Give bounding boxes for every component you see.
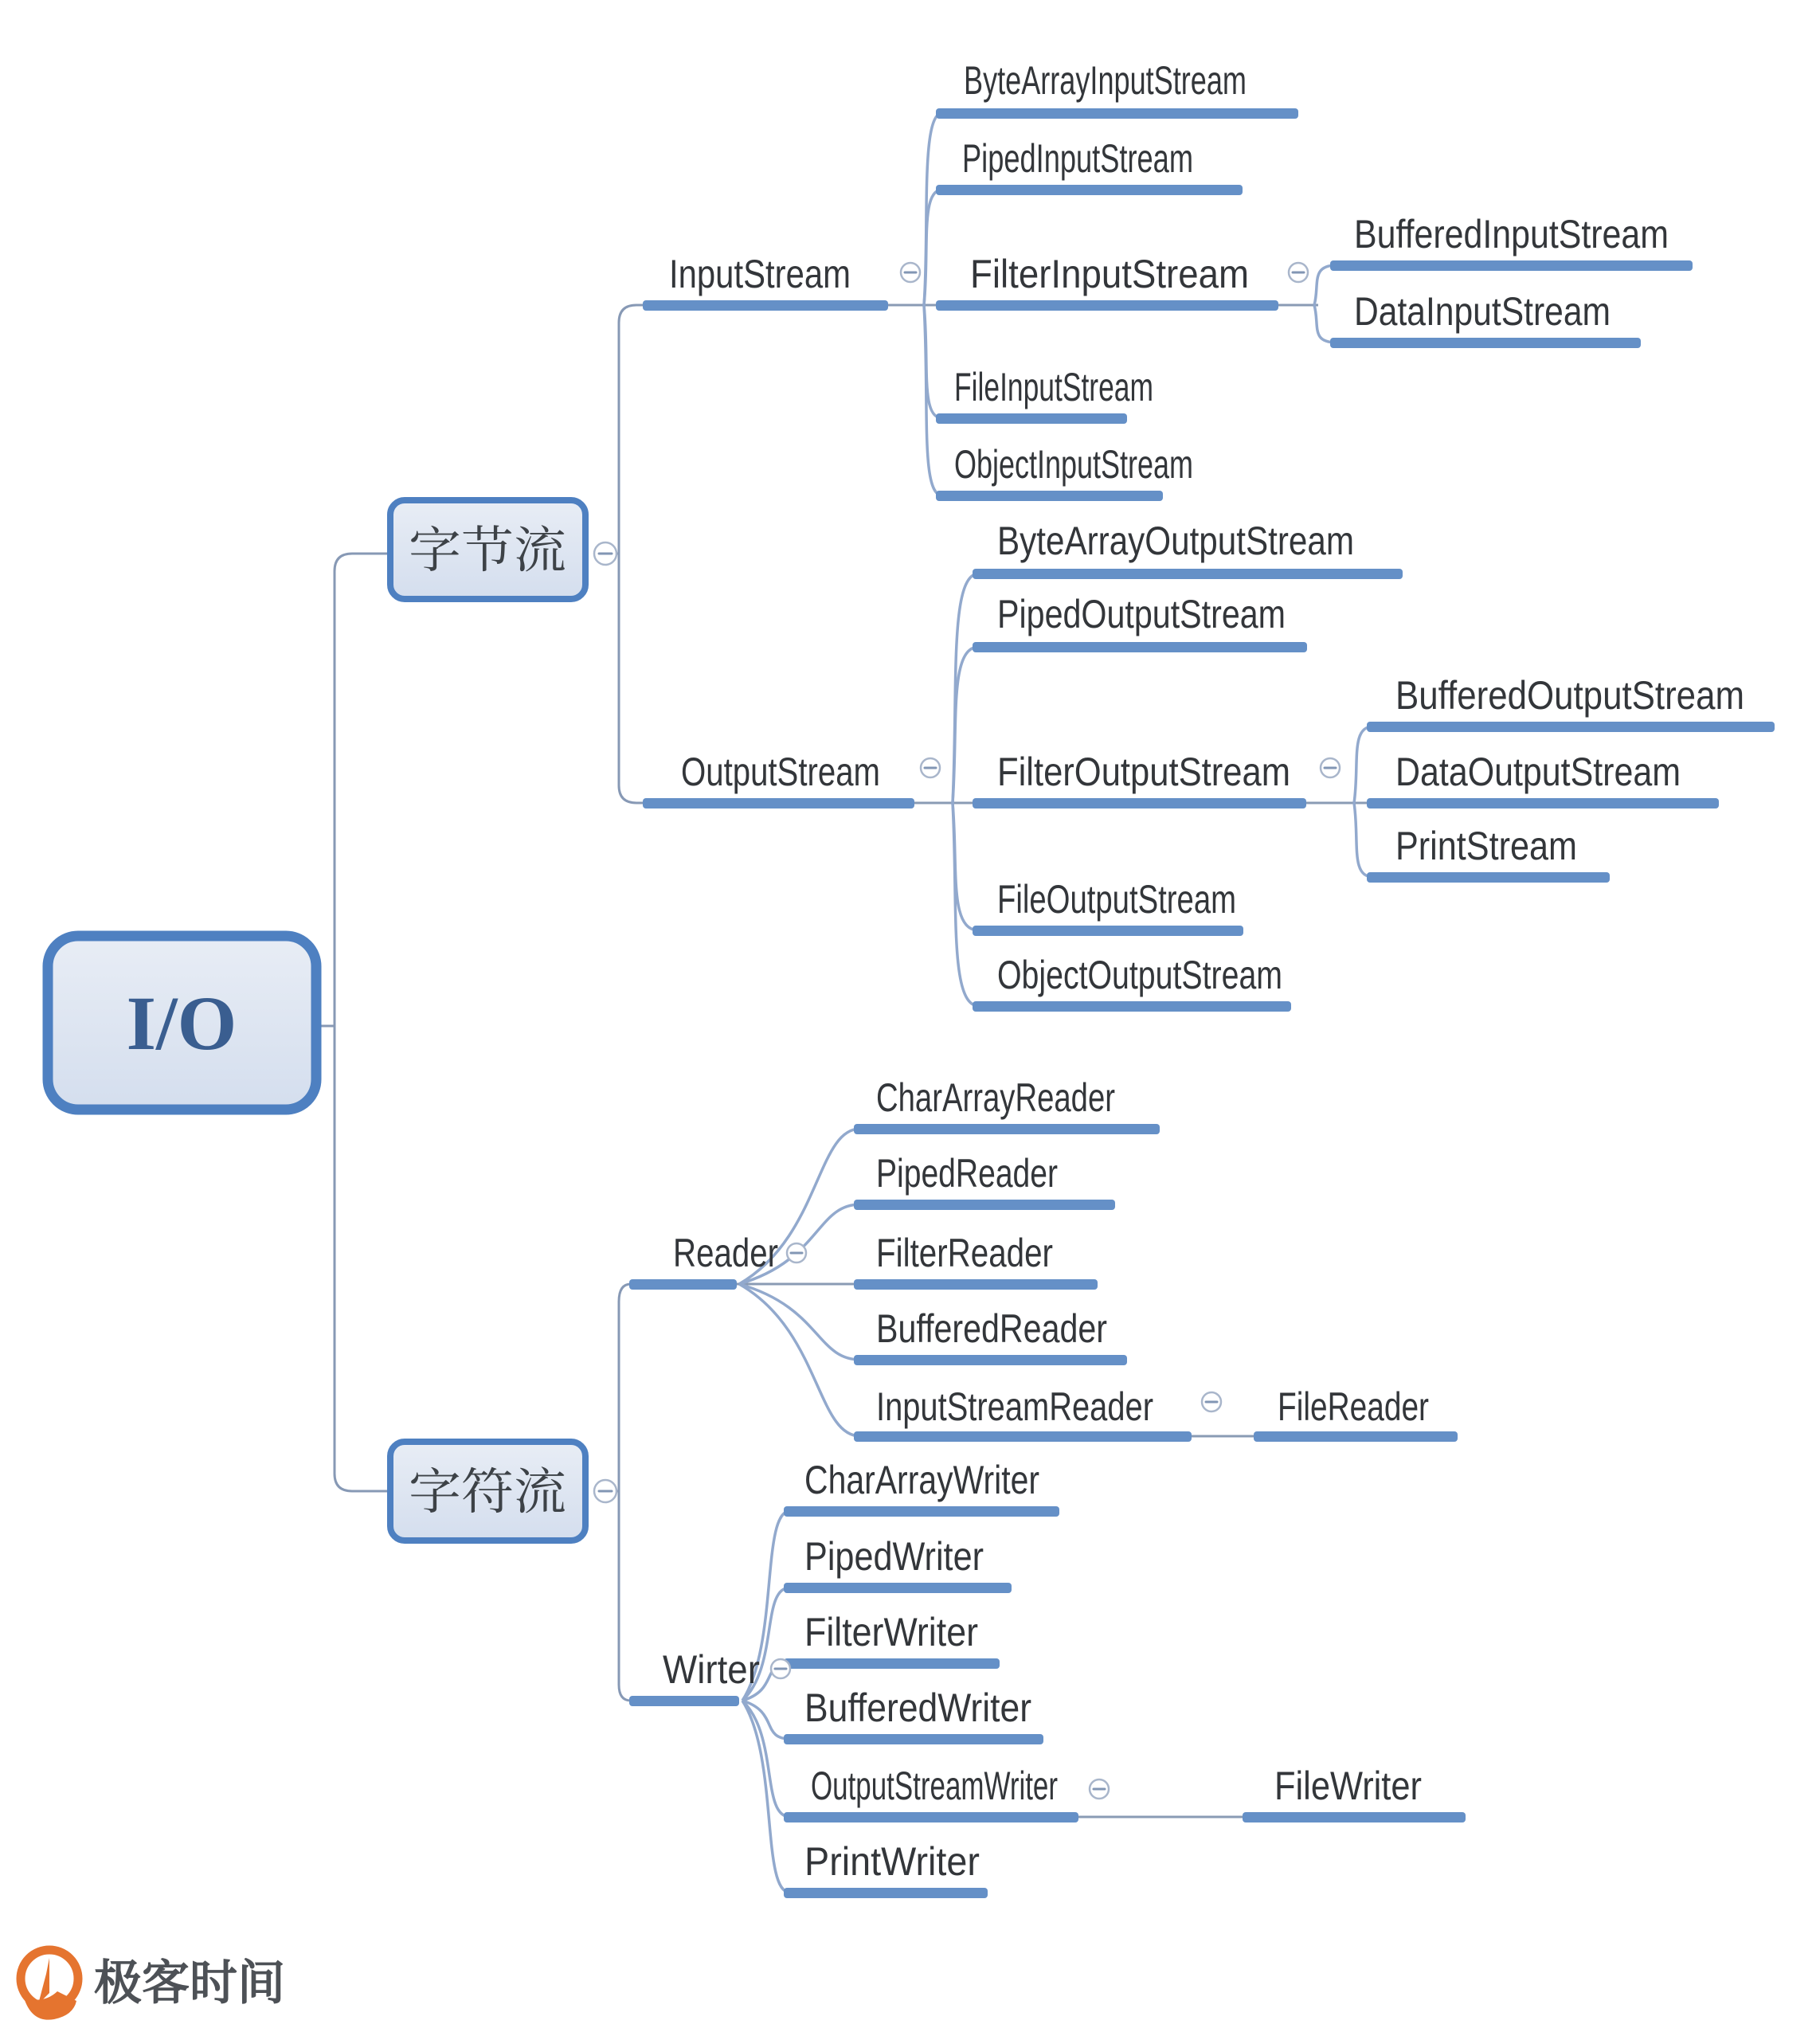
- node-file-input-stream[interactable]: [936, 365, 1153, 424]
- print-writer-underline: [784, 1888, 988, 1898]
- filter-output-stream-underline: [973, 798, 1306, 808]
- filter-input-stream-underline: [936, 300, 1278, 311]
- piped-input-stream-underline: [936, 185, 1243, 195]
- print-stream-underline: [1367, 872, 1610, 883]
- buffered-output-stream-underline: [1367, 722, 1775, 732]
- data-output-stream-label: DataOutputStream: [1395, 750, 1681, 794]
- collapse-icon-output-stream[interactable]: [921, 758, 940, 777]
- input-stream-reader-label: InputStreamReader: [876, 1384, 1153, 1429]
- object-output-stream-label: ObjectOutputStream: [997, 953, 1282, 997]
- collapse-icon-output-stream-writer[interactable]: [1090, 1779, 1109, 1799]
- buffered-writer-label: BufferedWriter: [804, 1685, 1031, 1730]
- object-output-stream-underline: [973, 1001, 1291, 1012]
- collapse-icon-reader[interactable]: [787, 1243, 806, 1263]
- output-stream-underline: [643, 798, 914, 808]
- node-print-stream[interactable]: [1367, 824, 1610, 883]
- connector-wirter-child4: [742, 1701, 790, 1739]
- geektime-logo-text: 极客时间: [94, 1956, 285, 2010]
- node-char-array-reader[interactable]: [854, 1075, 1160, 1134]
- input-stream-label: InputStream: [669, 252, 851, 296]
- connector-filteroutput-child1: [1354, 726, 1373, 803]
- node-filter-input-stream[interactable]: [936, 252, 1278, 311]
- node-byte-array-input-stream[interactable]: [936, 58, 1298, 119]
- node-output-stream-writer[interactable]: [784, 1764, 1078, 1822]
- connector-filterinput-child1: [1314, 265, 1337, 305]
- node-piped-reader[interactable]: [854, 1151, 1115, 1210]
- char-array-writer-label: CharArrayWriter: [804, 1458, 1039, 1502]
- filter-reader-label: FilterReader: [876, 1231, 1053, 1275]
- print-stream-label: PrintStream: [1395, 824, 1577, 868]
- node-data-output-stream[interactable]: [1367, 750, 1719, 808]
- node-filter-reader[interactable]: [854, 1231, 1098, 1290]
- connector-wirter-child6: [742, 1701, 790, 1893]
- connector-char-trunk: [616, 1284, 631, 1701]
- collapse-icon-input-stream-reader[interactable]: [1202, 1392, 1221, 1411]
- node-buffered-writer[interactable]: [784, 1685, 1043, 1744]
- collapse-icon-filter-output-stream[interactable]: [1321, 758, 1340, 777]
- node-print-writer[interactable]: [784, 1839, 988, 1898]
- node-piped-output-stream[interactable]: [973, 592, 1307, 652]
- char-array-writer-underline: [784, 1506, 1059, 1517]
- data-output-stream-underline: [1367, 798, 1719, 808]
- file-input-stream-underline: [936, 413, 1127, 424]
- node-file-writer[interactable]: [1243, 1764, 1466, 1822]
- node-data-input-stream[interactable]: [1330, 289, 1641, 348]
- piped-reader-label: PipedReader: [876, 1151, 1058, 1196]
- node-char-stream[interactable]: [390, 1442, 585, 1541]
- node-output-stream[interactable]: [643, 750, 914, 808]
- node-object-output-stream[interactable]: [973, 953, 1291, 1012]
- node-char-array-writer[interactable]: [784, 1458, 1059, 1517]
- piped-input-stream-label: PipedInputStream: [962, 136, 1193, 181]
- node-buffered-reader[interactable]: [854, 1306, 1127, 1365]
- filter-writer-label: FilterWriter: [804, 1610, 978, 1654]
- buffered-reader-label: BufferedReader: [876, 1306, 1107, 1351]
- node-piped-writer[interactable]: [784, 1534, 1012, 1593]
- node-filter-writer[interactable]: [784, 1610, 1000, 1669]
- buffered-reader-underline: [854, 1355, 1127, 1365]
- byte-array-output-stream-label: ByteArrayOutputStream: [997, 519, 1354, 563]
- filter-reader-underline: [854, 1279, 1098, 1290]
- buffered-writer-underline: [784, 1734, 1043, 1744]
- file-output-stream-underline: [973, 926, 1243, 936]
- output-stream-writer-underline: [784, 1812, 1078, 1822]
- connector-root-trunk: [316, 554, 390, 1491]
- piped-writer-underline: [784, 1583, 1012, 1593]
- root-label: I/O: [126, 981, 237, 1066]
- input-stream-reader-underline: [854, 1431, 1192, 1442]
- geektime-logo: [21, 1950, 285, 2020]
- char-array-reader-label: CharArrayReader: [876, 1075, 1115, 1120]
- wirter-underline: [629, 1696, 739, 1706]
- byte-stream-label: 字节流: [409, 523, 566, 578]
- node-reader[interactable]: [629, 1231, 778, 1290]
- node-byte-stream[interactable]: [390, 500, 585, 599]
- object-input-stream-underline: [936, 491, 1163, 501]
- node-file-reader[interactable]: [1254, 1384, 1458, 1442]
- filter-output-stream-label: FilterOutputStream: [997, 750, 1290, 794]
- buffered-input-stream-label: BufferedInputStream: [1354, 212, 1669, 256]
- buffered-output-stream-label: BufferedOutputStream: [1395, 673, 1744, 718]
- file-writer-underline: [1243, 1812, 1466, 1822]
- node-byte-array-output-stream[interactable]: [973, 519, 1403, 579]
- piped-output-stream-underline: [973, 642, 1307, 652]
- print-writer-label: PrintWriter: [804, 1839, 980, 1884]
- node-input-stream-reader[interactable]: [854, 1384, 1192, 1442]
- connector-byte-trunk: [616, 305, 647, 803]
- byte-array-input-stream-label: ByteArrayInputStream: [964, 58, 1247, 103]
- buffered-input-stream-underline: [1330, 260, 1693, 271]
- node-object-input-stream[interactable]: [936, 442, 1193, 501]
- data-input-stream-label: DataInputStream: [1354, 289, 1611, 334]
- connector-filterinput-child2: [1314, 305, 1337, 343]
- node-filter-output-stream[interactable]: [973, 750, 1306, 808]
- node-buffered-input-stream[interactable]: [1330, 212, 1693, 271]
- node-buffered-output-stream[interactable]: [1367, 673, 1775, 732]
- file-input-stream-label: FileInputStream: [954, 365, 1153, 409]
- filter-writer-underline: [784, 1658, 1000, 1669]
- char-array-reader-underline: [854, 1124, 1160, 1134]
- collapse-icon-wirter[interactable]: [771, 1659, 790, 1678]
- output-stream-label: OutputStream: [681, 750, 880, 794]
- logo-needle: [38, 1958, 49, 2004]
- piped-reader-underline: [854, 1200, 1115, 1210]
- wirter-label: Wirter: [663, 1647, 760, 1692]
- filter-input-stream-label: FilterInputStream: [970, 252, 1249, 296]
- file-reader-label: FileReader: [1278, 1384, 1429, 1429]
- geektime-logo-icon: [21, 1950, 78, 2020]
- collapse-icon-char-stream[interactable]: [594, 1480, 616, 1502]
- object-input-stream-label: ObjectInputStream: [954, 442, 1193, 487]
- file-reader-underline: [1254, 1431, 1458, 1442]
- byte-array-input-stream-underline: [936, 108, 1298, 119]
- reader-underline: [629, 1279, 737, 1290]
- node-file-output-stream[interactable]: [973, 877, 1243, 936]
- byte-array-output-stream-underline: [973, 569, 1403, 579]
- node-piped-input-stream[interactable]: [936, 136, 1243, 195]
- output-stream-writer-label: OutputStreamWriter: [811, 1764, 1058, 1808]
- node-root[interactable]: [48, 936, 316, 1110]
- piped-output-stream-label: PipedOutputStream: [997, 592, 1286, 636]
- connector-reader-child5: [739, 1284, 860, 1436]
- node-wirter[interactable]: [629, 1647, 760, 1706]
- file-output-stream-label: FileOutputStream: [997, 877, 1236, 922]
- node-input-stream[interactable]: [643, 252, 888, 311]
- collapse-icon-filter-input-stream[interactable]: [1289, 263, 1308, 282]
- connector-filteroutput-child3: [1354, 803, 1373, 877]
- input-stream-underline: [643, 300, 888, 311]
- file-writer-label: FileWriter: [1274, 1764, 1422, 1808]
- data-input-stream-underline: [1330, 338, 1641, 348]
- connector-outputstream-child5: [953, 803, 979, 1006]
- char-stream-label: 字符流: [409, 1465, 566, 1520]
- collapse-icon-input-stream[interactable]: [901, 263, 920, 282]
- piped-writer-label: PipedWriter: [804, 1534, 984, 1579]
- reader-label: Reader: [673, 1231, 778, 1275]
- collapse-icon-byte-stream[interactable]: [594, 542, 616, 565]
